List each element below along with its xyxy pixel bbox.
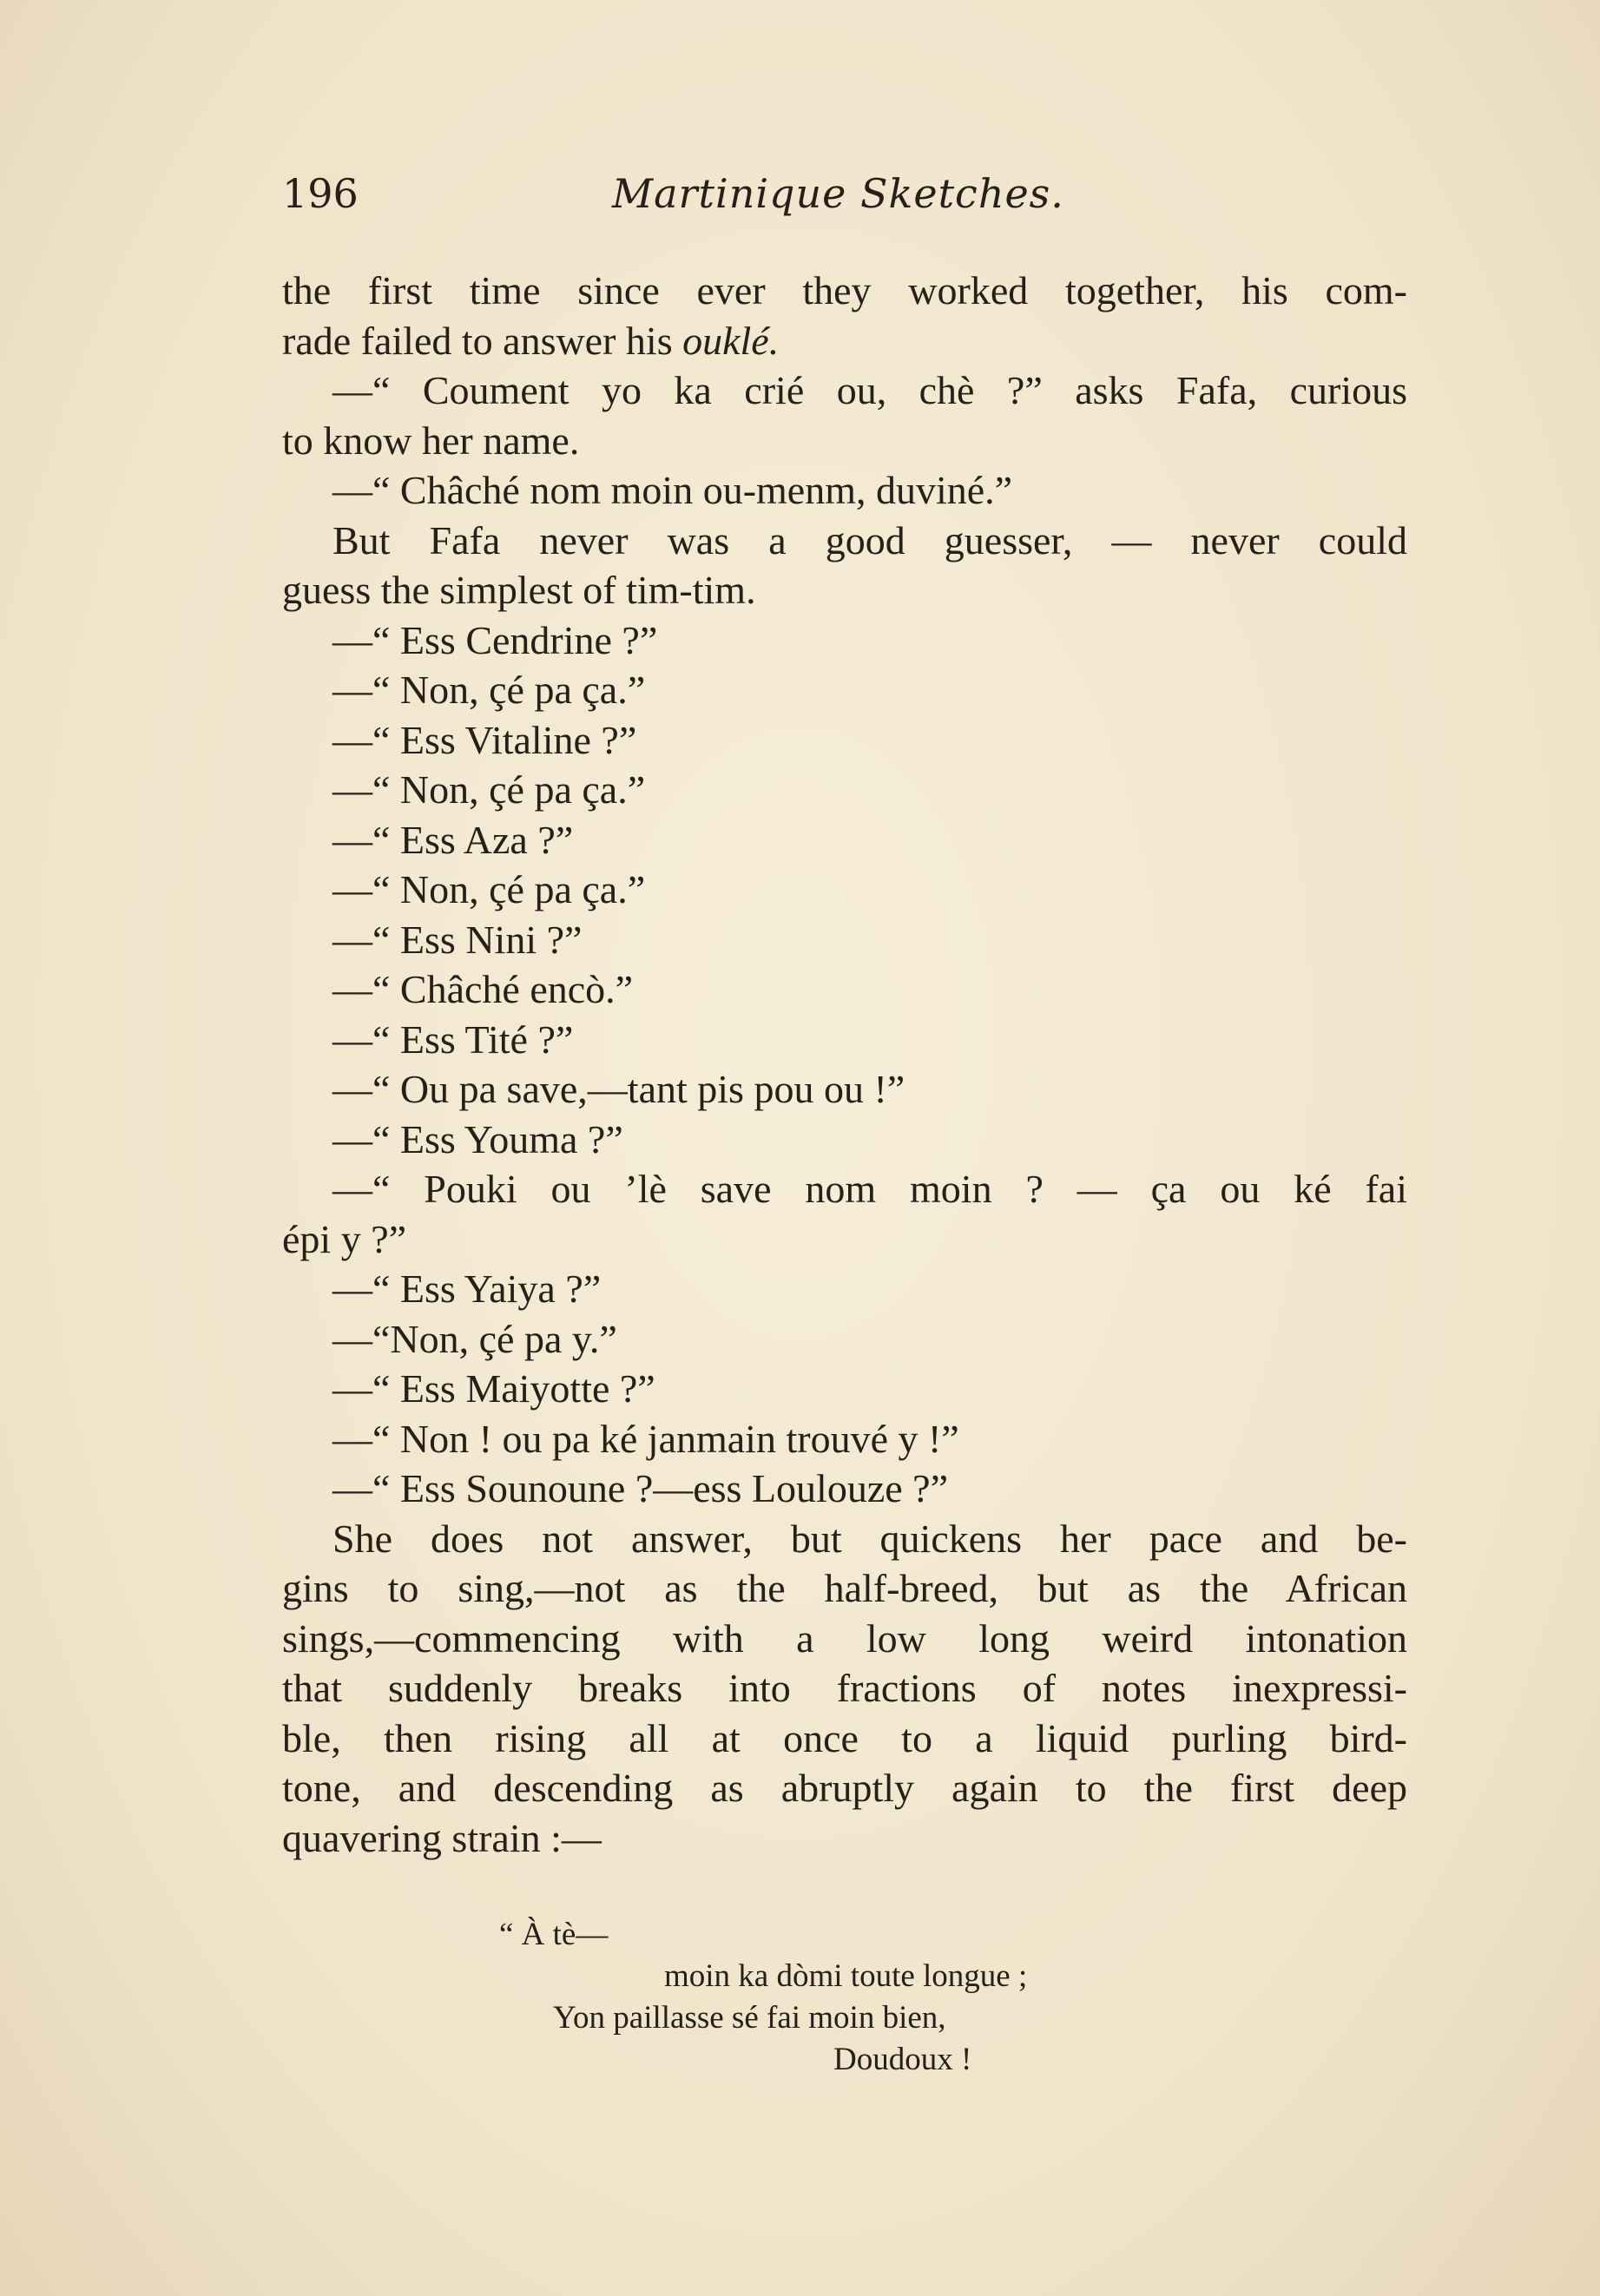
text-line: But Fafa never was a good guesser, — never could	[333, 517, 1407, 562]
dialogue-line: —“ Non, çé pa ça.”	[333, 867, 646, 911]
text-line: tone, and descending as abruptly again to the first deep	[282, 1766, 1407, 1810]
text-line: She does not answer, but quickens her pace and be-	[333, 1516, 1407, 1561]
text-line: —“ Châché nom moin ou-menm, duviné.”	[333, 468, 1013, 512]
dialogue-line: —“ Ess Vitaline ?”	[333, 717, 637, 762]
dialogue-line: —“ Ess Sounoune ?—ess Loulouze ?”	[333, 1466, 949, 1510]
dialogue-line: —“ Ess Cendrine ?”	[333, 617, 658, 662]
dialogue-line: —“ Ess Yaiya ?”	[333, 1266, 602, 1311]
running-title: Martinique Sketches.	[612, 170, 1064, 217]
page-header	[282, 169, 1407, 230]
dialogue-line: —“ Non, çé pa ça.”	[333, 767, 646, 812]
dialogue-line: —“ Ess Nini ?”	[333, 917, 583, 962]
dialogue-line: —“ Châché encò.”	[333, 967, 634, 1011]
text-line: the first time since ever they worked together, his com-	[282, 268, 1407, 312]
page-number: 196	[282, 170, 359, 217]
text-line	[282, 316, 1407, 366]
text-line: that suddenly breaks into fractions of notes inexpressi-	[282, 1666, 1407, 1710]
dialogue-line: épi y ?”	[282, 1216, 407, 1261]
song-verse	[499, 1914, 1194, 2081]
verse-line: Yon paillasse sé fai moin bien,	[553, 2000, 946, 2036]
dialogue-line: —“Non, çé pa y.”	[333, 1316, 617, 1361]
dialogue-line: —“ Ess Tité ?”	[333, 1016, 574, 1062]
text-line: guess the simplest of tim-tim.	[282, 568, 756, 612]
dialogue-line: —“ Non ! ou pa ké janmain trouvé y !”	[333, 1416, 959, 1461]
text-line: quavering strain :—	[282, 1815, 602, 1860]
text-span: rade failed to answer his	[282, 318, 683, 363]
dialogue-line: —“ Ess Aza ?”	[333, 817, 574, 862]
text-line: —“ Coument yo ka crié ou, chè ?” asks Fafa, curious	[333, 368, 1407, 412]
dialogue-line: —“ Non, çé pa ça.”	[333, 668, 646, 712]
verse-line: “ À tè—	[499, 1917, 609, 1952]
text-line: ble, then rising all at once to a liquid purling bird-	[282, 1715, 1407, 1760]
dialogue-line: —“ Ess Youma ?”	[333, 1116, 623, 1161]
dialogue-line: —“ Ou pa save,—tant pis pou ou !”	[333, 1067, 905, 1111]
dialogue-line: —“ Ess Maiyotte ?”	[333, 1366, 655, 1411]
text-line: to know her name.	[282, 418, 580, 463]
italic-word: ouklé.	[682, 318, 780, 363]
verse-line: Doudoux !	[833, 2042, 972, 2077]
text-line: sings,—commencing with a low long weird intonation	[282, 1615, 1407, 1661]
dialogue-line: —“ Pouki ou ’lè save nom moin ? — ça ou ké fai	[333, 1167, 1407, 1211]
text-line: gins to sing,—not as the half-breed, but as the African	[282, 1566, 1407, 1610]
body-text	[282, 266, 1407, 1863]
verse-line: moin ka dòmi toute longue ;	[664, 1958, 1028, 1994]
